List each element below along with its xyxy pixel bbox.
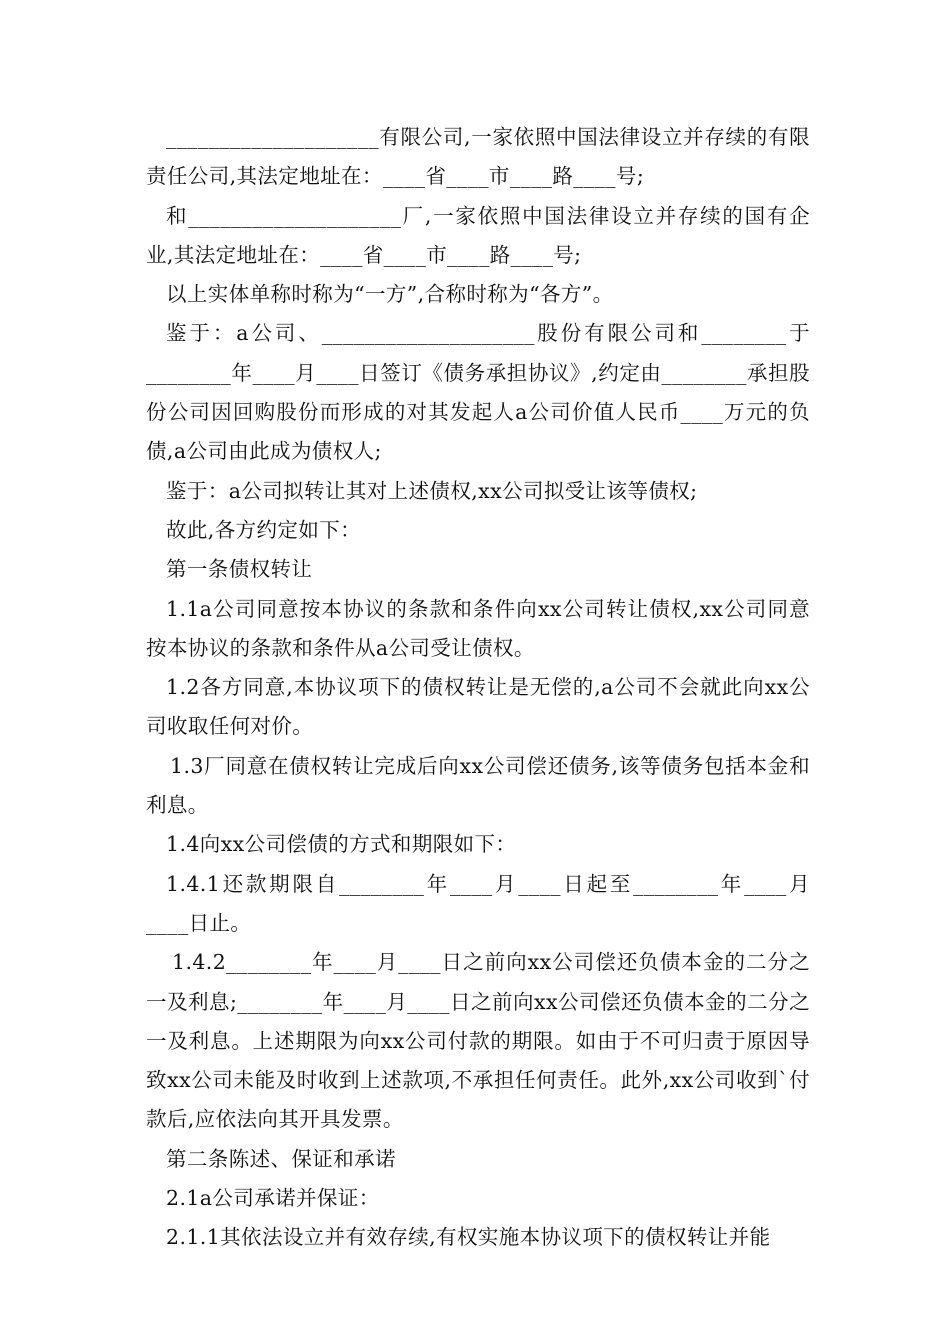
clause-2-1-1: 2.1.1其依法设立并有效存续,有权实施本协议项下的债权转让并能 [166,1225,771,1250]
clause-1-1: 1.1a公司同意按本协议的条款和条件向xx公司转让债权,xx公司同意按本协议的条款和条件从a公司受让债权。 [146,596,810,660]
document-page [146,118,810,1258]
clause-1-4-1: 1.4.1还款期限自________年____月____日起至________年____月____日止。 [146,871,810,935]
paragraph-party-b: 和____________________厂,一家依照中国法律设立并存续的国有企业,其法定地址在：____省____市____路____号; [146,203,810,267]
clause-1-2: 1.2各方同意,本协议项下的债权转让是无偿的,a公司不会就此向xx公司收取任何对价。 [146,675,810,739]
paragraph-party-a: ____________________有限公司,一家依照中国法律设立并存续的有限责任公司,其法定地址在：____省____市____路____号; [146,125,810,189]
heading-article-1: 第一条债权转让 [166,557,313,582]
clause-1-4: 1.4向xx公司偿债的方式和期限如下： [166,832,517,857]
clause-1-4-2: 1.4.2________年____月____日之前向xx公司偿还负债本金的二分之一及利息;________年____月____日之前向xx公司偿还负债本金的二分之一及利息。上述期限为向xx公司付款的期限。如由于不可归责于原因导致xx公司未能及时收到上述款项,不承担任何责任。此外,xx公司收到`付款后,应依法向其开具发票。 [146,950,810,1132]
clause-1-3: 1.3厂同意在债权转让完成后向xx公司偿还债务,该等债务包括本金和利息。 [146,753,810,818]
paragraph-whereas-1: 鉴于：a公司、____________________股份有限公司和________于________年____月____日签订《债务承担协议》,约定由________承担股份公司因回购股份而形成的对其发起人a公司价值人民币____万元的负债,a公司由此成为债权人; [146,321,810,464]
clause-2-1: 2.1a公司承诺并保证： [166,1186,380,1211]
heading-article-2: 第二条陈述、保证和承诺 [166,1146,396,1171]
paragraph-agreement-intro: 故此,各方约定如下： [166,517,362,542]
paragraph-definitions: 以上实体单称时称为“一方”,合称时称为“各方”。 [166,282,614,307]
paragraph-whereas-2: 鉴于：a公司拟转让其对上述债权,xx公司拟受让该等债权; [166,478,698,503]
